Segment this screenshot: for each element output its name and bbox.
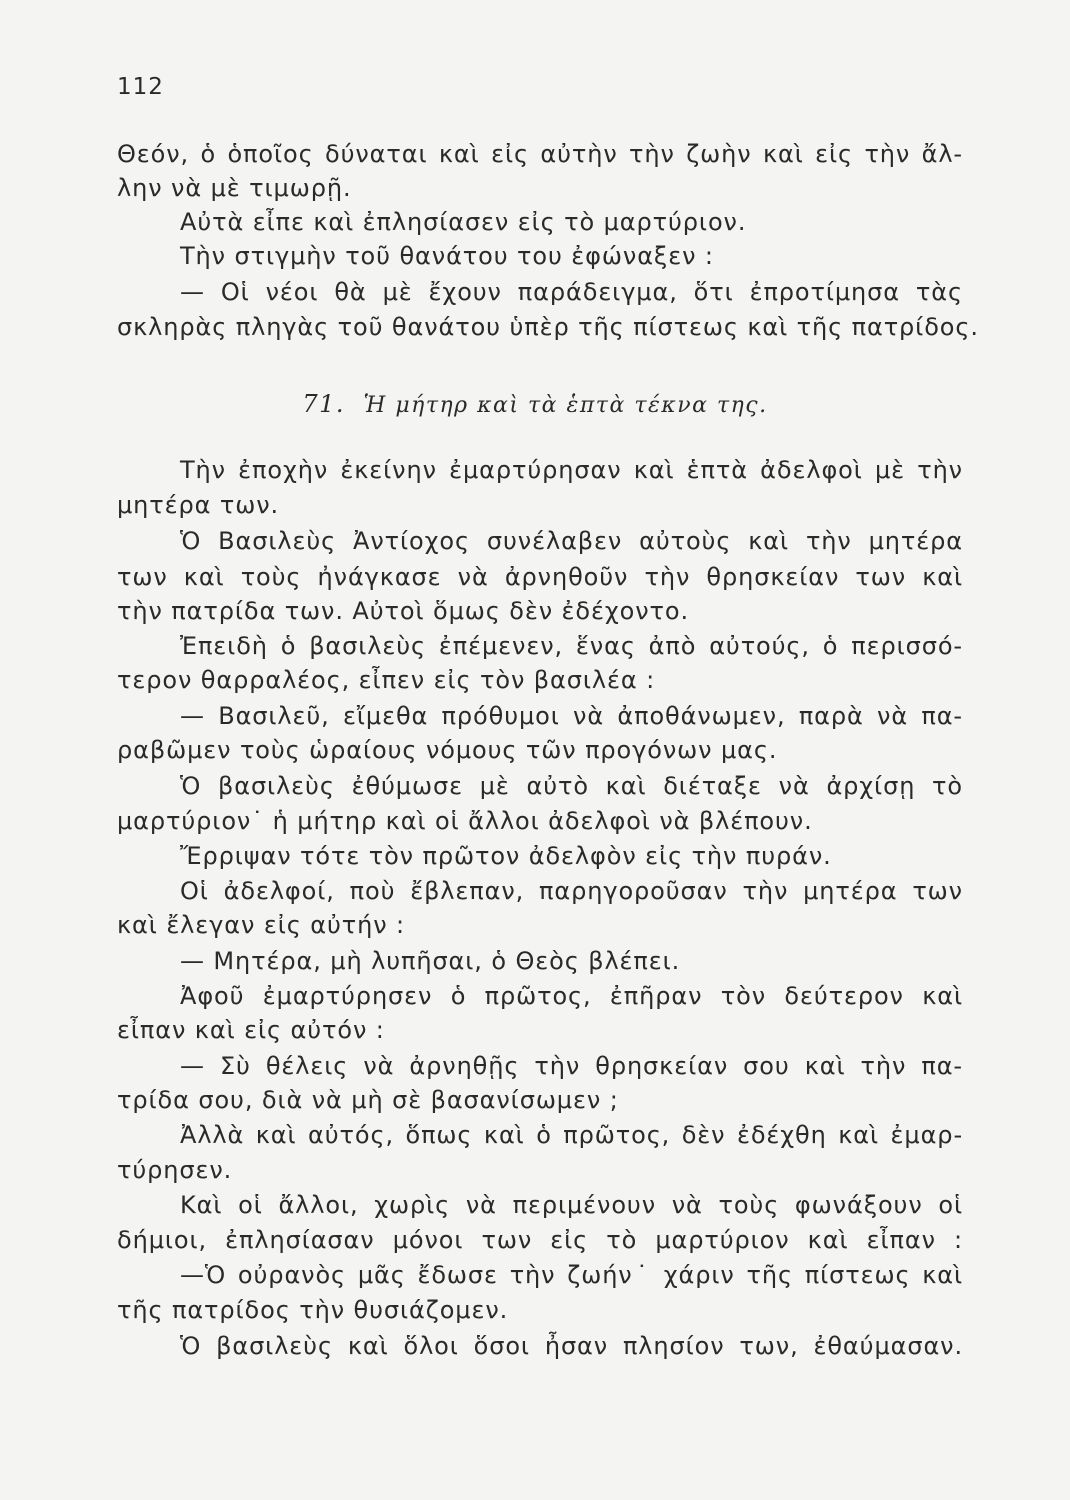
text-line: Ὁ βασιλεὺς ἐθύμωσε μὲ αὐτὸ καὶ διέταξε νὰ ἀρχίσῃ τὸ [180, 772, 963, 800]
text-line: τρίδα σου, διὰ νὰ μὴ σὲ βασανίσωμεν ; [117, 1086, 619, 1114]
text-line: ραβῶμεν τοὺς ὡραίους νόμους τῶν προγόνων μας. [117, 736, 778, 764]
text-line: —Ὁ οὐρανὸς μᾶς ἔδωσε τὴν ζωήν˙ χάριν τῆς πίστεως καὶ [180, 1261, 963, 1289]
text-line: Ἐπειδὴ ὁ βασιλεὺς ἐπέμενεν, ἕνας ἀπὸ αὐτούς, ὁ περισσό- [180, 632, 963, 660]
section-number: 71. [302, 390, 346, 418]
text-line: — Βασιλεῦ, εἴμεθα πρόθυμοι νὰ ἀποθάνωμεν, παρὰ νὰ πα- [180, 702, 963, 730]
text-line: Αὐτὰ εἶπε καὶ ἐπλησίασεν εἰς τὸ μαρτύριον. [180, 208, 747, 236]
text-line: Τὴν ἐποχὴν ἐκείνην ἐμαρτύρησαν καὶ ἑπτὰ ἀδελφοὶ μὲ τὴν [180, 456, 963, 484]
text-line: λην νὰ μὲ τιμωρῇ. [117, 174, 352, 202]
text-line: Ὁ βασιλεὺς καὶ ὅλοι ὅσοι ἦσαν πλησίον των, ἐθαύμασαν. [180, 1332, 963, 1360]
text-line: εἶπαν καὶ εἰς αὐτόν : [117, 1016, 385, 1044]
text-line: Θεόν, ὁ ὁποῖος δύναται καὶ εἰς αὐτὴν τὴν ζωὴν καὶ εἰς τὴν ἄλ- [117, 140, 963, 168]
text-line: δήμιοι, ἐπλησίασαν μόνοι των εἰς τὸ μαρτύριον καὶ εἶπαν : [117, 1226, 963, 1254]
text-line: τύρησεν. [117, 1156, 233, 1184]
text-line: των καὶ τοὺς ἠνάγκασε νὰ ἀρνηθοῦν τὴν θρησκείαν των καὶ [117, 563, 963, 591]
page-number: 112 [117, 74, 164, 100]
text-line: — Σὺ θέλεις νὰ ἀρνηθῇς τὴν θρησκείαν σου καὶ τὴν πα- [180, 1052, 963, 1080]
section-title: Ἡ μήτηρ καὶ τὰ ἑπτὰ τέκνα της. [363, 393, 768, 418]
text-line: — Μητέρα, μὴ λυπῆσαι, ὁ Θεὸς βλέπει. [180, 947, 681, 975]
text-line: τὴν πατρίδα των. Αὐτοὶ ὅμως δὲν ἐδέχοντο. [117, 597, 690, 625]
text-line: Οἱ ἀδελφοί, ποὺ ἔβλεπαν, παρηγοροῦσαν τὴν μητέρα των [180, 877, 963, 905]
text-line: — Οἱ νέοι θὰ μὲ ἔχουν παράδειγμα, ὅτι ἐπροτίμησα τὰς [180, 278, 963, 306]
text-line: Τὴν στιγμὴν τοῦ θανάτου του ἐφώναξεν : [180, 242, 714, 270]
text-line: σκληρὰς πληγὰς τοῦ θανάτου ὑπὲρ τῆς πίστεως καὶ τῆς πατρίδος. [117, 313, 979, 341]
text-line: Καὶ οἱ ἄλλοι, χωρὶς νὰ περιμένουν νὰ τοὺς φωνάξουν οἱ [180, 1191, 963, 1219]
text-line: τῆς πατρίδος τὴν θυσιάζομεν. [117, 1296, 509, 1324]
text-line: καὶ ἔλεγαν εἰς αὐτήν : [117, 911, 406, 939]
text-line: Ὁ Βασιλεὺς Ἀντίοχος συνέλαβεν αὐτοὺς καὶ τὴν μητέρα [180, 527, 963, 555]
text-line: Ἀφοῦ ἐμαρτύρησεν ὁ πρῶτος, ἐπῆραν τὸν δεύτερον καὶ [180, 982, 963, 1010]
text-line: μητέρα των. [117, 491, 280, 519]
text-line: μαρτύριον˙ ἡ μήτηρ καὶ οἱ ἄλλοι ἀδελφοὶ νὰ βλέπουν. [117, 807, 813, 835]
text-line: τερον θαρραλέος, εἶπεν εἰς τὸν βασιλέα : [117, 666, 656, 694]
text-line: Ἀλλὰ καὶ αὐτός, ὅπως καὶ ὁ πρῶτος, δὲν ἐδέχθη καὶ ἐμαρ- [180, 1121, 963, 1149]
text-line: Ἔρριψαν τότε τὸν πρῶτον ἀδελφὸν εἰς τὴν πυράν. [180, 842, 832, 870]
section-heading [0, 382, 1070, 426]
